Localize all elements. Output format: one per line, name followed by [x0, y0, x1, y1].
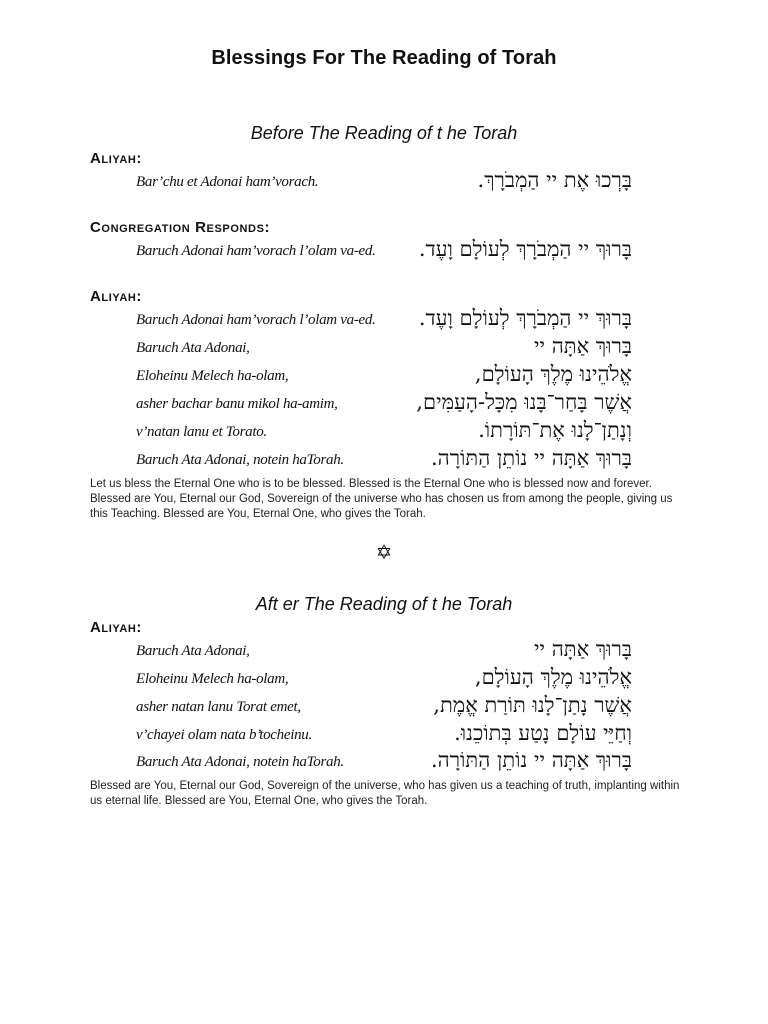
blessing-line: [0, 418, 768, 452]
congregation-label: Congregation Responds:: [90, 219, 271, 236]
blessing-line: [0, 168, 768, 202]
hebrew-text: בָּרוּךְ אַתָּה יי נוֹתֵן הַתּוֹרָה.: [430, 446, 632, 470]
aliyah-label: Aliyah:: [90, 150, 143, 167]
transliteration: asher natan lanu Torat emet,: [136, 699, 301, 715]
transliteration: Baruch Ata Adonai,: [136, 643, 250, 659]
transliteration: Baruch Ata Adonai, notein haTorah.: [136, 452, 344, 468]
hebrew-text: אֲשֶׁר נָתַן־לָנוּ תּוֹרַת אֱמֶת,: [433, 693, 632, 717]
hebrew-text: אֱלֹהֵינוּ מֶלֶךְ הָעוֹלָם,: [474, 362, 632, 386]
hebrew-text: וְחַיֵּי עוֹלָם נָטַע בְּתוֹכֵנוּ.: [454, 721, 632, 745]
hebrew-text: בָּרְכוּ אֶת יי הַמְבֹרָךְ.: [477, 168, 632, 192]
hebrew-text: בָּרוּךְ אַתָּה יי: [534, 334, 632, 358]
blessing-line: [0, 665, 768, 699]
transliteration: v’natan lanu et Torato.: [136, 424, 267, 440]
blessing-line: [0, 693, 768, 727]
blessing-line: [0, 748, 768, 782]
transliteration: Bar’chu et Adonai ham’vorach.: [136, 174, 319, 190]
hebrew-text: בָּרוּךְ אַתָּה יי: [534, 637, 632, 661]
english-translation: Blessed are You, Eternal our God, Sovereign of the universe, who has given us a teaching of truth, implanting within us eternal life. Blessed are You, Eternal One, who gives the Torah.: [90, 780, 680, 807]
transliteration: Baruch Ata Adonai,: [136, 340, 250, 356]
before-reading-heading: Before The Reading of t he Torah: [250, 123, 518, 143]
transliteration: Baruch Ata Adonai, notein haTorah.: [136, 754, 344, 770]
hebrew-text: בָּרוּךְ יי הַמְבֹרָךְ לְעוֹלָם וָעֶד.: [418, 237, 632, 261]
blessing-line: [0, 721, 768, 755]
hebrew-text: בָּרוּךְ יי הַמְבֹרָךְ לְעוֹלָם וָעֶד.: [418, 306, 632, 330]
transliteration: v’chayei olam nata b’tocheinu.: [136, 727, 312, 743]
english-translation: Let us bless the Eternal One who is to be blessed. Blessed is the Eternal One who is blessed now and forever. Blessed are You, Eternal our God, Sovereign of the universe who has chosen us from among the people, giving us this Teaching. Blessed are You, Eternal One, who gives the Torah.: [90, 478, 673, 520]
blessing-line: [0, 637, 768, 671]
transliteration: Baruch Adonai ham’vorach l’olam va-ed.: [136, 312, 376, 328]
blessing-line: [0, 446, 768, 480]
transliteration: Eloheinu Melech ha-olam,: [136, 671, 289, 687]
transliteration: Eloheinu Melech ha-olam,: [136, 368, 289, 384]
blessing-line: [0, 334, 768, 368]
aliyah-label: Aliyah:: [90, 288, 143, 305]
aliyah-label: Aliyah:: [90, 619, 143, 636]
blessing-line: [0, 390, 768, 424]
hebrew-text: בָּרוּךְ אַתָּה יי נוֹתֵן הַתּוֹרָה.: [430, 748, 632, 772]
after-reading-heading: Aft er The Reading of t he Torah: [255, 594, 513, 614]
star-of-david-icon: ✡: [375, 540, 393, 564]
transliteration: asher bachar banu mikol ha-amim,: [136, 396, 338, 412]
blessing-line: [0, 362, 768, 396]
blessing-line: [0, 306, 768, 340]
hebrew-text: אֲשֶׁר בָּחַר־בָּנוּ מִכָּל-הָעַמִּים,: [416, 390, 632, 414]
hebrew-text: אֱלֹהֵינוּ מֶלֶךְ הָעוֹלָם,: [474, 665, 632, 689]
blessing-line: [0, 237, 768, 271]
page-title: Blessings For The Reading of Torah: [211, 47, 557, 69]
hebrew-text: וְנָתַן־לָנוּ אֶת־תּוֹרָתוֹ.: [478, 418, 632, 442]
transliteration: Baruch Adonai ham’vorach l’olam va-ed.: [136, 243, 376, 259]
